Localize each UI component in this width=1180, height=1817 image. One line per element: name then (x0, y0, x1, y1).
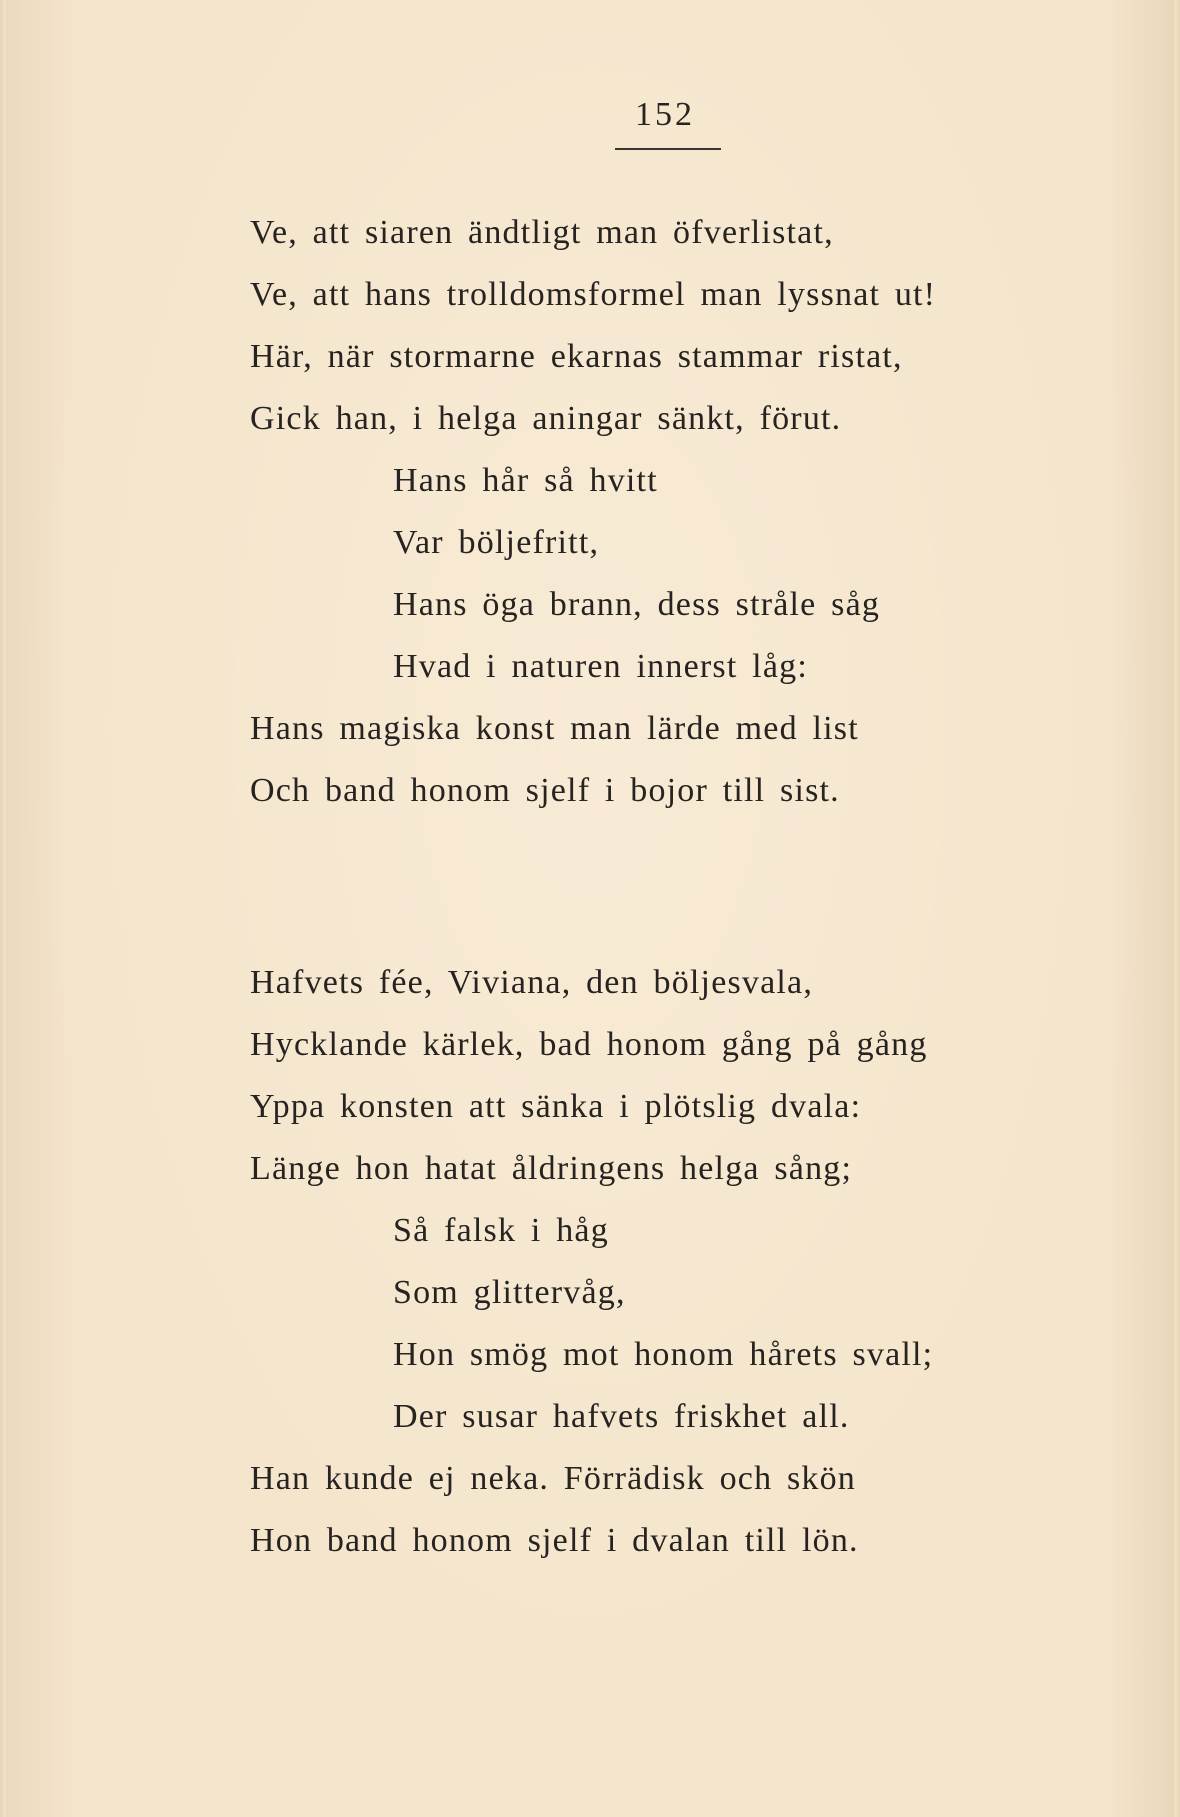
poem-line: Hvad i naturen innerst låg: (393, 648, 808, 685)
poem-line: Länge hon hatat åldringens helga sång; (250, 1150, 853, 1187)
page-edge-right (1174, 0, 1180, 1817)
poem-line: Och band honom sjelf i bojor till sist. (250, 772, 840, 809)
poem-line: Ve, att siaren ändtligt man öfverlistat, (250, 214, 834, 251)
poem-line: Der susar hafvets friskhet all. (393, 1398, 850, 1435)
page-edge-left (0, 0, 6, 1817)
poem-line: Yppa konsten att sänka i plötslig dvala: (250, 1088, 862, 1125)
page-number-rule (615, 148, 721, 150)
poem-line: Här, när stormarne ekarnas stammar ristat, (250, 338, 903, 375)
poem-line: Som glittervåg, (393, 1274, 626, 1311)
poem-line: Hycklande kärlek, bad honom gång på gång (250, 1026, 928, 1063)
poem-line: Hon smög mot honom hårets svall; (393, 1336, 934, 1373)
poem-line: Gick han, i helga aningar sänkt, förut. (250, 400, 842, 437)
poem-line: Var böljefritt, (393, 524, 600, 561)
page-number: 152 (635, 96, 695, 133)
poem-line: Hans hår så hvitt (393, 462, 658, 499)
poem-line: Ve, att hans trolldomsformel man lyssnat ut! (250, 276, 937, 313)
poem-line: Hans magiska konst man lärde med list (250, 710, 859, 747)
poem-line: Hafvets fée, Viviana, den böljesvala, (250, 964, 814, 1001)
poem-line: Hon band honom sjelf i dvalan till lön. (250, 1522, 859, 1559)
poem-line: Så falsk i håg (393, 1212, 609, 1249)
poem-line: Han kunde ej neka. Förrädisk och skön (250, 1460, 856, 1497)
poem-line: Hans öga brann, dess stråle såg (393, 586, 881, 623)
